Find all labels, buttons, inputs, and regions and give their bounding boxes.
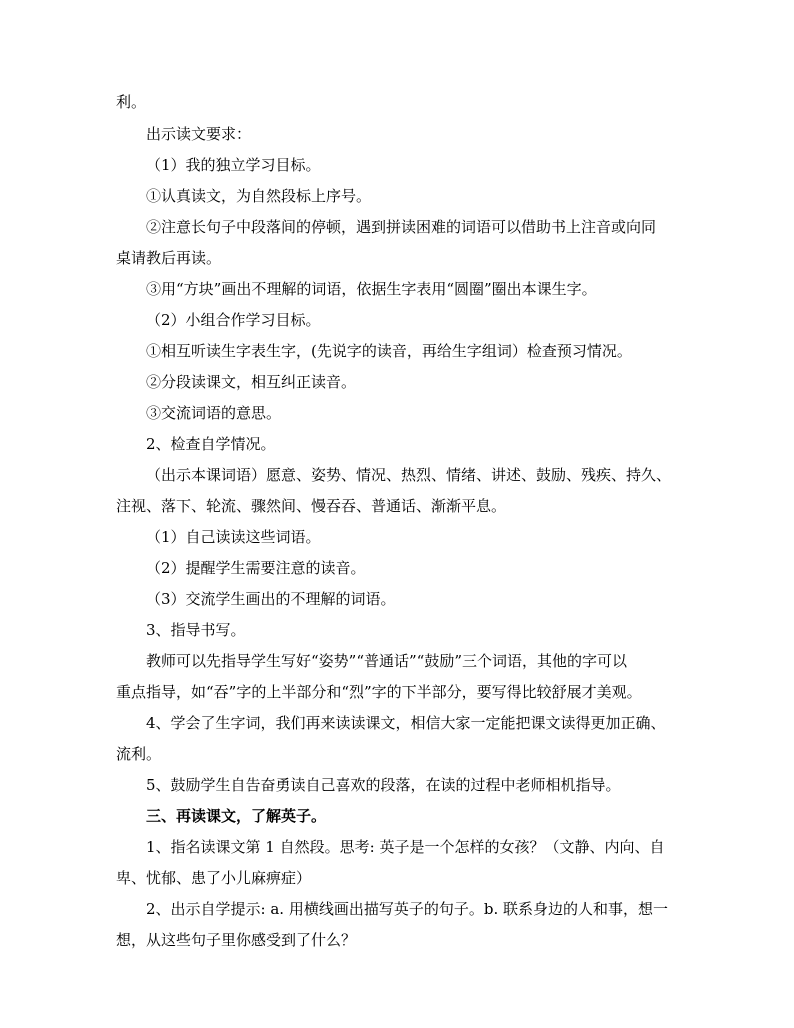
text-line: 卑、忧郁、患了小儿麻痹症） <box>116 869 312 887</box>
section-heading: 三、再读课文，了解英子。 <box>146 807 327 825</box>
text-line: 5、鼓励学生自告奋勇读自己喜欢的段落，在读的过程中老师相机指导。 <box>146 776 621 794</box>
text-line: 注视、落下、轮流、骤然间、慢吞吞、普通话、渐渐平息。 <box>116 497 507 515</box>
text-line: ①相互听读生字表生字，(先说字的读音，再给生字组词）检查预习情况。 <box>146 342 632 360</box>
text-line: ①认真读文，为自然段标上序号。 <box>146 187 372 205</box>
text-line: （1）我的独立学习目标。 <box>146 156 321 174</box>
text-line: ②分段读课文，相互纠正读音。 <box>146 373 357 391</box>
text-line: （3）交流学生画出的不理解的词语。 <box>146 590 396 608</box>
text-line: 利。 <box>116 93 147 111</box>
text-line: 重点指导，如“吞”字的上半部分和“烈”字的下半部分，要写得比较舒展才美观。 <box>116 683 642 701</box>
text-line: 2、出示自学提示: a. 用横线画出描写英子的句子。b. 联系身边的人和事，想一 <box>146 900 668 918</box>
text-line: ③交流词语的意思。 <box>146 404 282 422</box>
text-line: （1）自己读读这些词语。 <box>146 528 321 546</box>
text-line: 3、指导书写。 <box>146 621 246 639</box>
text-line: 1、指名读课文第 1 自然段。思考: 英子是一个怎样的女孩？（文静、内向、自 <box>146 838 665 856</box>
text-line: ③用“方块”画出不理解的词语，依据生字表用“圆圈”圈出本课生字。 <box>146 280 597 298</box>
text-line: ②注意长句子中段落间的停顿，遇到拼读困难的词语可以借助书上注音或向同 <box>146 218 657 236</box>
text-line: 桌请教后再读。 <box>116 249 222 267</box>
text-line: 想，从这些句子里你感受到了什么？ <box>116 931 357 949</box>
text-line: 4、学会了生字词，我们再来读读课文，相信大家一定能把课文读得更加正确、 <box>146 714 666 732</box>
text-line: 教师可以先指导学生写好“姿势”“普通话”“鼓励”三个词语，其他的字可以 <box>146 652 628 670</box>
text-line: 流利。 <box>116 745 162 763</box>
text-line: （2）小组合作学习目标。 <box>146 311 321 329</box>
text-line: （出示本课词语）愿意、姿势、情况、热烈、情绪、讲述、鼓励、残疾、持久、 <box>146 466 672 484</box>
text-line: （2）提醒学生需要注意的读音。 <box>146 559 366 577</box>
text-line: 2、检查自学情况。 <box>146 435 276 453</box>
text-line: 出示读文要求： <box>146 125 252 143</box>
